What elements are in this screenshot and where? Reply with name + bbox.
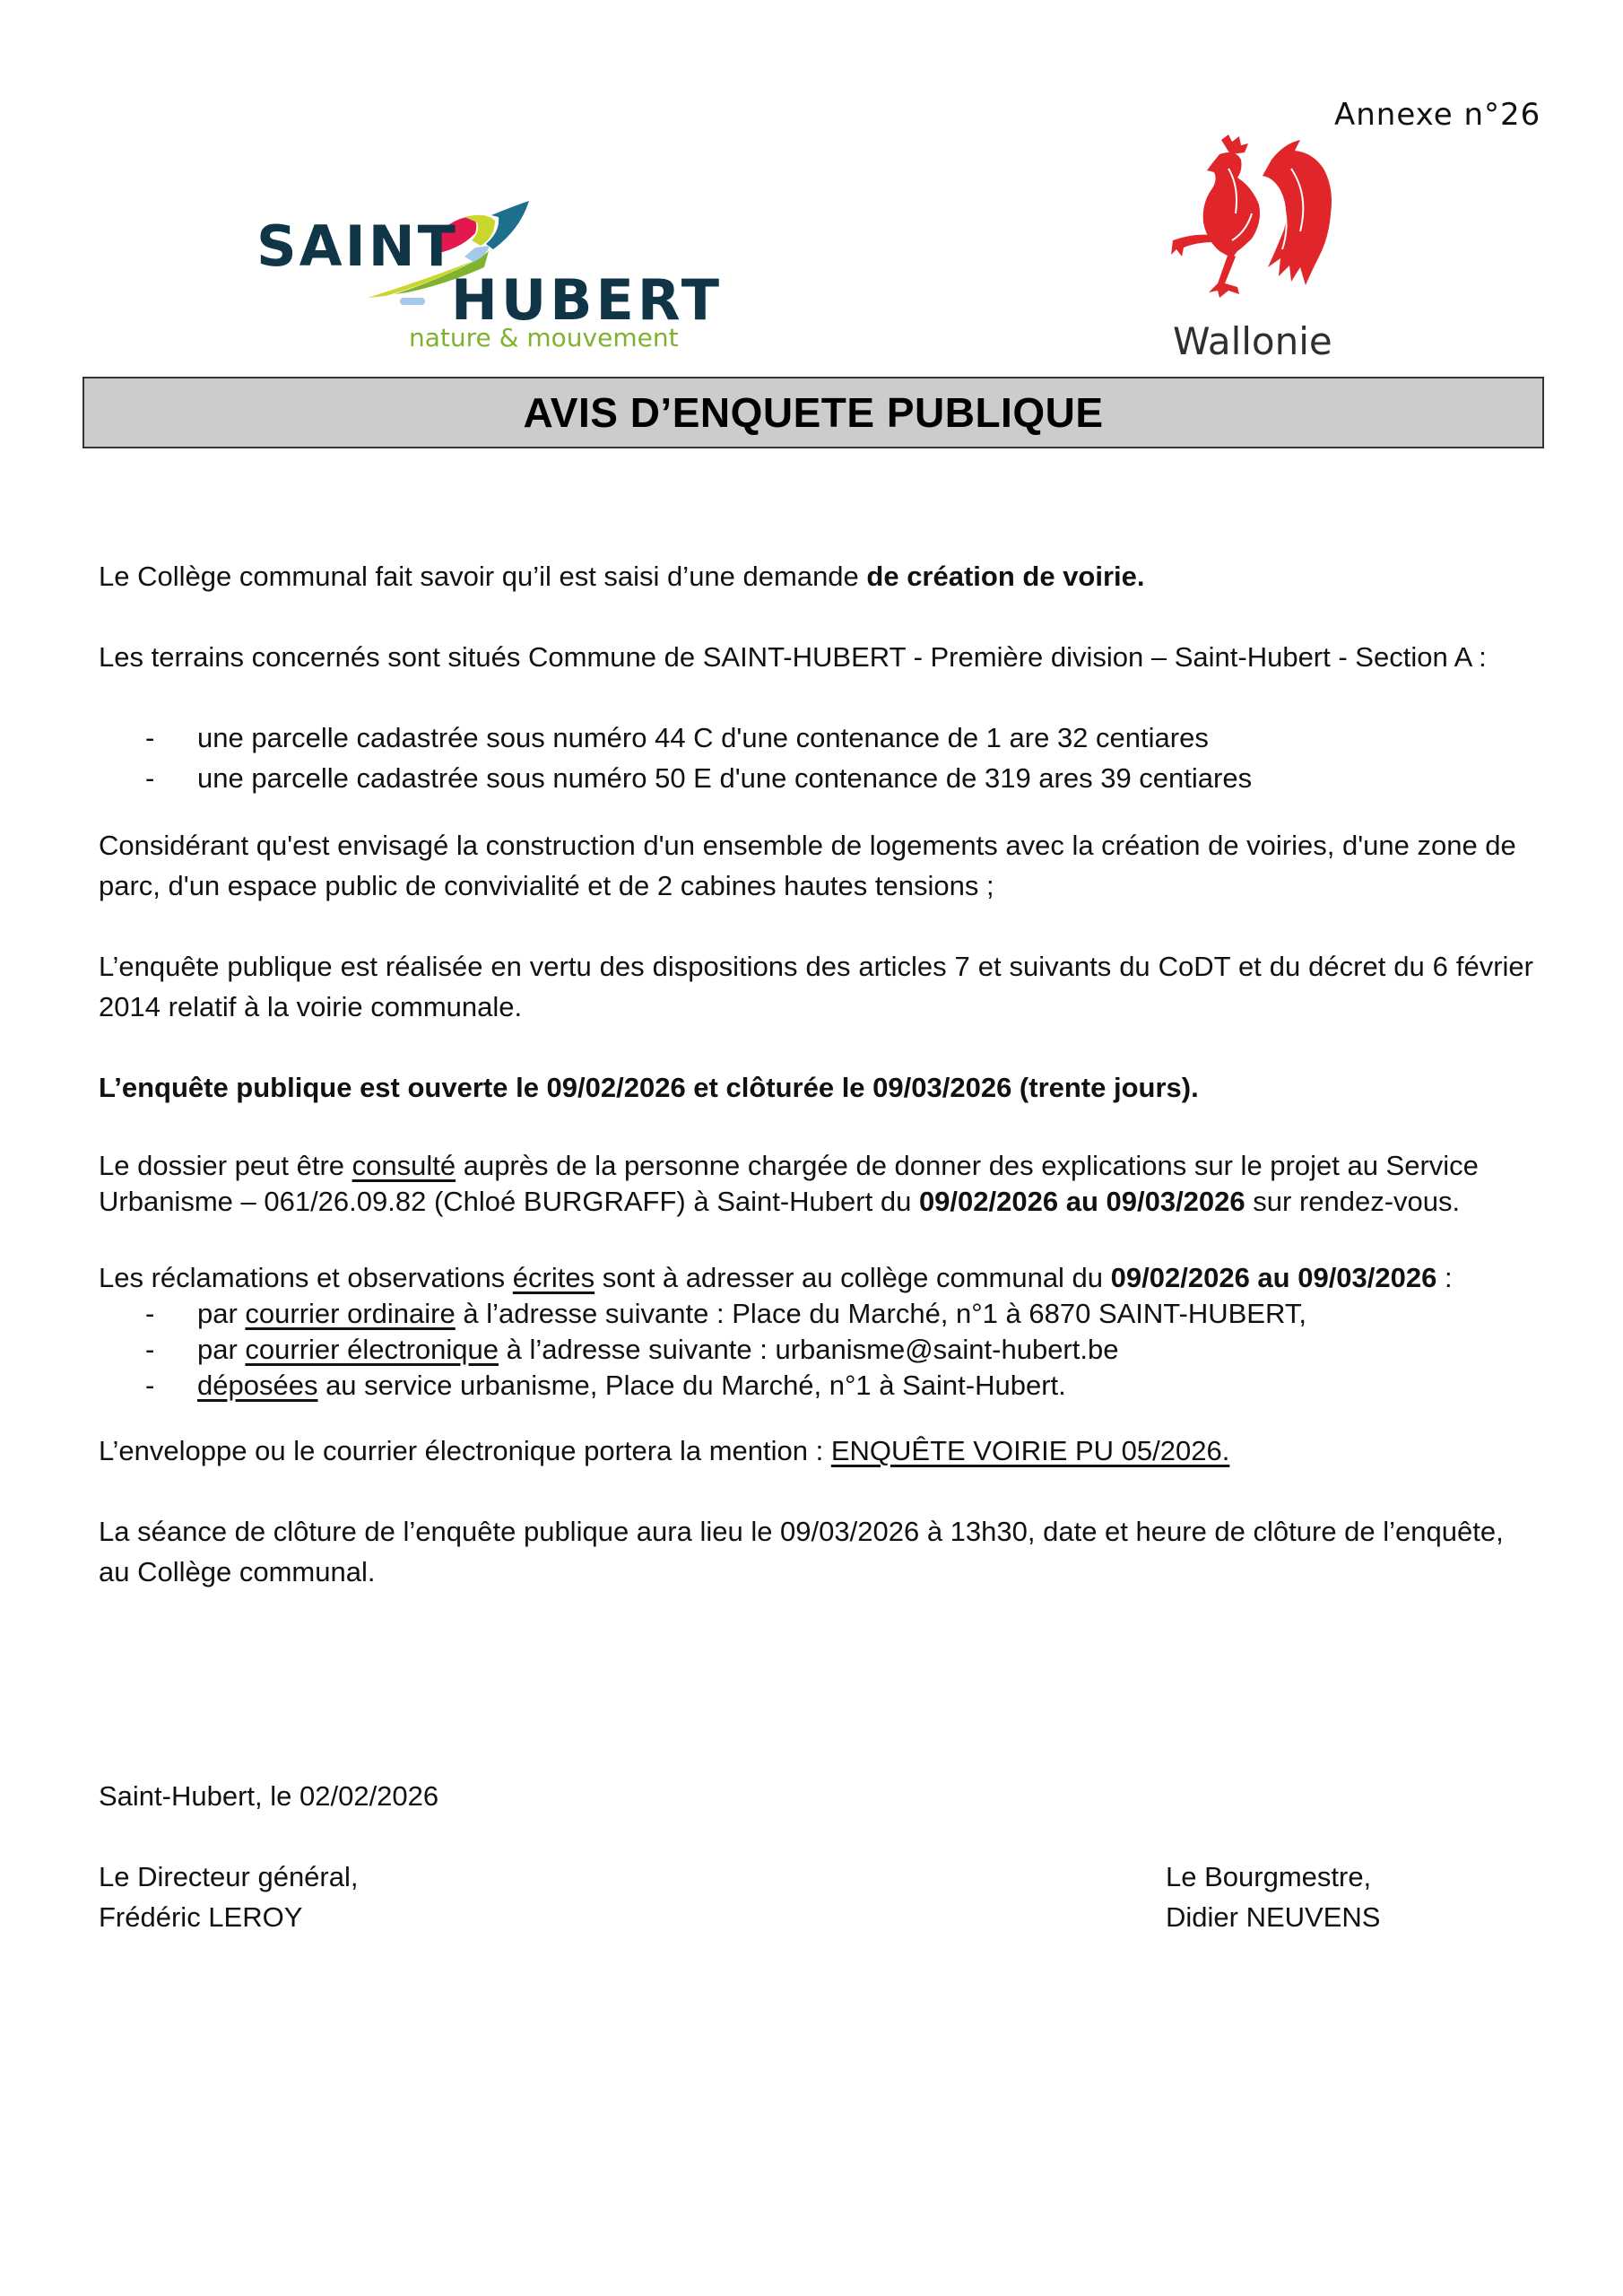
item-underlined: déposées	[197, 1370, 318, 1401]
dossier-underlined: consulté	[352, 1150, 456, 1181]
list-item	[99, 718, 1533, 758]
item-underlined: courrier ordinaire	[245, 1298, 456, 1329]
wallonie-name: Wallonie	[1173, 319, 1332, 363]
item-prefix: par	[197, 1334, 246, 1365]
terrains-paragraph: Les terrains concernés sont situés Commune de SAINT-HUBERT - Première division – Saint-Hubert - Section A :	[99, 641, 1487, 673]
list-item	[99, 1368, 1533, 1404]
intro-paragraph	[99, 556, 1533, 596]
bullet: -	[145, 1370, 155, 1401]
reclamations-paragraph	[99, 1260, 1533, 1296]
saint-hubert-logo	[251, 197, 724, 359]
page-title: AVIS D’ENQUETE PUBLIQUE	[523, 389, 1104, 436]
rooster-icon	[1166, 133, 1345, 312]
seance-paragraph: La séance de clôture de l’enquête publique aura lieu le 09/03/2026 à 13h30, date et heure de clôture de l’enquête, au Collège communal.	[99, 1516, 1504, 1587]
parcel-text: une parcelle cadastrée sous numéro 44 C d'une contenance de 1 are 32 centiares	[197, 722, 1209, 753]
list-item	[99, 758, 1533, 798]
period-paragraph	[99, 1067, 1533, 1108]
list-item	[99, 1296, 1533, 1332]
reclamations-dates: 09/02/2026 au 09/03/2026	[1110, 1262, 1437, 1293]
bullet: -	[145, 1334, 155, 1365]
dossier-text: sur rendez-vous.	[1245, 1186, 1461, 1217]
considerant-paragraph: Considérant qu'est envisagé la construction d'un ensemble de logements avec la création de voiries, d'une zone de parc, d'un espace public de convivialité et de 2 cabines hautes tensions ;	[99, 830, 1516, 901]
wallonie-logo	[1166, 133, 1381, 368]
bullet: -	[145, 1298, 155, 1329]
item-rest: à l’adresse suivante : Place du Marché, n°1 à 6870 SAINT-HUBERT,	[455, 1298, 1306, 1329]
mention-paragraph	[99, 1431, 1533, 1471]
parcel-list	[99, 718, 1533, 798]
signature-block	[99, 1776, 1533, 1933]
reclamations-text: sont à adresser au collège communal du	[595, 1262, 1111, 1293]
reclamations-text: :	[1436, 1262, 1453, 1293]
signatory-name: Didier NEUVENS	[1166, 1901, 1381, 1933]
intro-bold: de création de voirie.	[866, 561, 1145, 592]
reclamations-underlined: écrites	[512, 1262, 595, 1293]
mention-reference: ENQUÊTE VOIRIE PU 05/2026.	[830, 1435, 1230, 1466]
mention-text: L’enveloppe ou le courrier électronique portera la mention :	[99, 1435, 831, 1466]
bullet: -	[145, 762, 155, 794]
intro-text: Le Collège communal fait savoir qu’il est saisi d’une demande	[99, 561, 867, 592]
reclamations-text: Les réclamations et observations	[99, 1262, 513, 1293]
dossier-text: auprès de la personne chargée de donner des explications sur le projet au Service Urbanisme – 061/26.09.82 (Chloé BURGRAFF) à Saint-Hubert du	[99, 1150, 1479, 1217]
bullet: -	[145, 722, 155, 753]
signatory-role: Le Bourgmestre,	[1166, 1861, 1372, 1892]
logo-saint-text: SAINT	[256, 213, 458, 279]
submission-methods-list	[99, 1296, 1533, 1404]
legal-basis-paragraph: L’enquête publique est réalisée en vertu des dispositions des articles 7 et suivants du CoDT et du décret du 6 février 2014 relatif à la voirie communale.	[99, 951, 1533, 1022]
title-banner	[82, 377, 1544, 448]
parcel-text: une parcelle cadastrée sous numéro 50 E d'une contenance de 319 ares 39 centiares	[197, 762, 1253, 794]
dossier-text: Le dossier peut être	[99, 1150, 352, 1181]
signatory-role: Le Directeur général,	[99, 1861, 359, 1892]
dossier-dates: 09/02/2026 au 09/03/2026	[918, 1186, 1245, 1217]
logo-dash	[400, 298, 425, 305]
logo-hubert-text: HUBERT	[451, 267, 724, 333]
item-underlined: courrier électronique	[245, 1334, 499, 1365]
place-date: Saint-Hubert, le 02/02/2026	[99, 1780, 439, 1812]
notice-body	[99, 556, 1533, 1592]
annex-number: Annexe n°26	[1334, 97, 1541, 133]
signatory-right	[1166, 1857, 1380, 1937]
dossier-paragraph	[99, 1148, 1533, 1220]
signatory-left	[99, 1857, 359, 1937]
period-text: L’enquête publique est ouverte le 09/02/2026 et clôturée le 09/03/2026 (trente jours).	[99, 1072, 1199, 1103]
item-prefix: par	[197, 1298, 246, 1329]
signatory-name: Frédéric LEROY	[99, 1901, 303, 1933]
item-rest: au service urbanisme, Place du Marché, n°1 à Saint-Hubert.	[317, 1370, 1066, 1401]
item-rest: à l’adresse suivante : urbanisme@saint-hubert.be	[499, 1334, 1119, 1365]
list-item	[99, 1332, 1533, 1368]
logo-tagline: nature & mouvement	[409, 323, 679, 352]
